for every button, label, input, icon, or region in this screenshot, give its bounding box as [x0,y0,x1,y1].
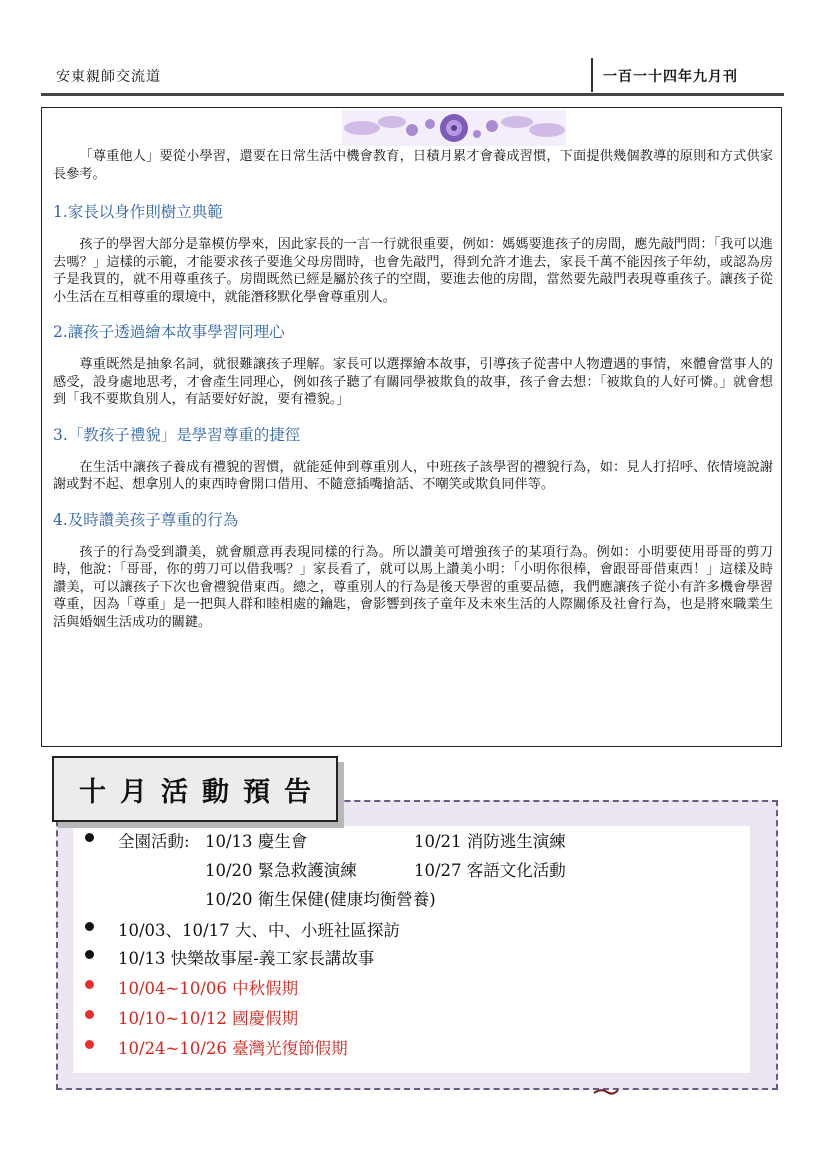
holiday-national-day: 10/10~10/12 國慶假期 [118,1009,299,1028]
section-heading-2: 2.讓孩子透過繪本故事學習同理心 [53,323,285,341]
section-body-2: 尊重既然是抽象名詞，就很難讓孩子理解。家長可以選擇繪本故事，引導孩子從書中人物遭遇的事情，來體會當事人的感受，設身處地思考，才會產生同理心，例如孩子聽了有關同學被欺負的故事，孩子會去想：「被欺負的人好可憐。」就會想到「我不要欺負別人，有話要好好說，要有禮貌。」 [53,357,773,407]
header-rule [41,93,784,96]
section-heading-3: 3.「教孩子禮貌」是學習尊重的捷徑 [53,425,301,444]
all-school-label: 全園活動: [118,832,190,851]
red-bullet-icon [85,980,94,989]
section-body-4: 孩子的行為受到讚美，就會願意再表現同樣的行為。所以讚美可增強孩子的某項行為。例如：小明要使用哥哥的剪刀時，他說：「哥哥，你的剪刀可以借我嗎？」家長看了，就可以馬上讚美小明：「小明你很棒，會跟哥哥借東西！」這樣及時讚美，可以讓孩子下次也會禮貌借東西。總之，尊重別人的行為是後天學習的重要品德，我們應讓孩子從小有許多機會學習尊重，因為「尊重」是一把與人群和睦相處的鑰匙，會影響到孩子童年及未來生活的人際關係及社會行為，也是將來職業生活與婚姻生活成功的關鍵。 [53,544,773,630]
bullet-icon [85,922,94,931]
article-content [53,148,773,631]
newsletter-title: 安東親師交流道 [56,69,161,85]
section-body-1: 孩子的學習大部分是靠模仿學來，因此家長的一言一行就很重要，例如：媽媽要進孩子的房間，應先敲門問：「我可以進去嗎？」這樣的示範，才能要求孩子要進父母房間時，也會先敲門，得到允許才進去，家長千萬不能因孩子年幼，或認為房子是我買的，就不用尊重孩子。房間既然已經是屬於孩子的空間，要進去他的房間，當然要先敲門表現尊重孩子。讓孩子從小生活在互相尊重的環境中，就能潛移默化學會尊重別人。 [53,237,773,305]
issue-title: 一百一十四年九月刊 [603,69,738,85]
event-health: 10/20 衛生保健(健康均衡營養) [205,890,436,909]
event-first-aid: 10/20 緊急救護演練 [205,861,357,880]
event-story-house: 10/13 快樂故事屋-義工家長講故事 [118,949,375,968]
holiday-retrocession: 10/24~10/26 臺灣光復節假期 [118,1039,348,1058]
decoration-icon [593,1087,619,1095]
bullet-icon [85,950,94,959]
event-community-visit: 10/03、10/17 大、中、小班社區探訪 [118,921,400,940]
section-body-3: 在生活中讓孩子養成有禮貌的習慣，就能延伸到尊重別人，中班孩子該學習的禮貌行為，如：見人打招呼、依情境說謝謝或對不起、想拿別人的東西時會開口借用、不隨意插嘴搶話、不嘲笑或欺負同伴等。 [53,459,773,492]
red-bullet-icon [85,1040,94,1049]
section-heading-4: 4.及時讚美孩子尊重的行為 [53,510,239,529]
event-hakka-culture: 10/27 客語文化活動 [414,861,566,880]
red-bullet-icon [85,1010,94,1019]
event-fire-drill: 10/21 消防逃生演練 [414,832,566,851]
bullet-icon [85,833,94,842]
flower-banner-image [342,110,566,146]
intro-paragraph: 「尊重他人」要從小學習，還要在日常生活中機會教育，日積月累才會養成習慣，下面提供幾個教導的原則和方式供家長參考。 [53,149,773,182]
header-separator [591,58,593,92]
section-heading-1: 1.家長以身作則樹立典範 [53,203,223,221]
holiday-mid-autumn: 10/04~10/06 中秋假期 [118,979,299,998]
event-birthday: 10/13 慶生會 [205,832,308,851]
events-title: 十月活動預告 [52,756,338,822]
